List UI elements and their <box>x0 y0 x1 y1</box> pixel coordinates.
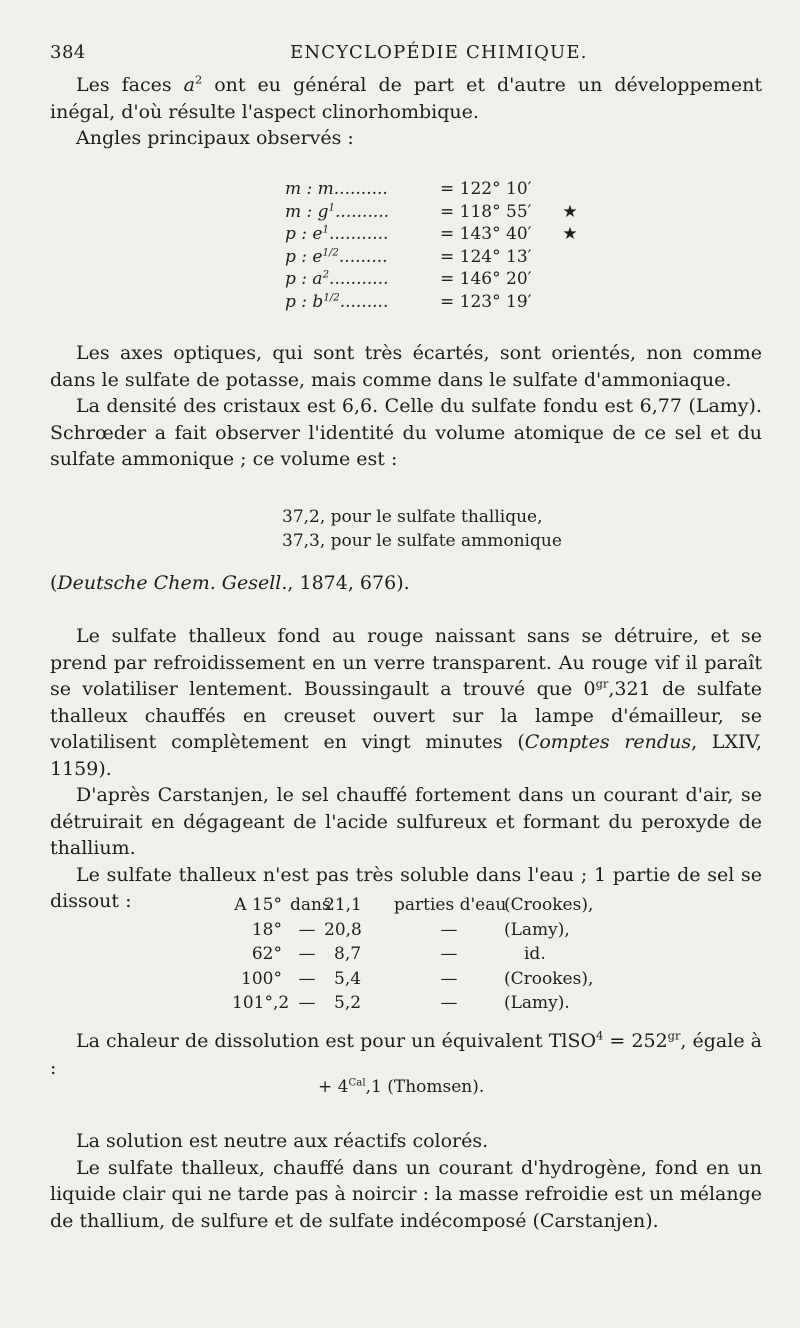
heat-formula: + $4^{Cal},1$ (Thomsen). <box>318 1077 485 1097</box>
fusion-paragraph: Le sulfate thalleux fond au rouge naissant sans se détruire, et se prend par refroidissement en un verre transparent. Au rouge vif il paraît se volatiliser lentement. Boussingault a trouvé que $0^{gr},321$ de sulfate thalleux chauffés en creuset ouvert sur la lampe d'émailleur, se volatilisent complètement en vingt minutes (Comptes rendus, LXIV, 1159). <box>50 625 762 780</box>
neutral-paragraph: La solution est neutre aux réactifs colorés. <box>76 1130 489 1152</box>
carstanjen-paragraph: D'après Carstanjen, le sel chauffé fortement dans un courant d'air, se détruirait en dégageant de l'acide sulfureux et formant du peroxyde de thallium. <box>50 784 762 859</box>
angles-title: Angles principaux observés : <box>76 127 354 149</box>
hydrogen-paragraph: Le sulfate thalleux, chauffé dans un courant d'hydrogène, fond en un liquide clair qui ne tarde pas à noircir : la masse refroidie est un mélange de thallium, de sulfure et de sulfate indécomposé (Carstanjen). <box>50 1156 762 1232</box>
heat-paragraph: La chaleur de dissolution est pour un équivalent TlSO$^4$ = $252^{gr}$, égale à : <box>50 1028 762 1079</box>
intro-paragraph: Les faces $a^2$ ont eu général de part et d'autre un développement inégal, d'où résulte l'aspect clinorhombique. Angles principaux observés : <box>50 72 762 152</box>
solubility-table <box>232 893 593 1016</box>
volume-line: 37,2, pour le sulfate thallique, <box>282 507 543 527</box>
angle-row: p : $e^1$........... = 143° 40′ ★ <box>285 223 580 246</box>
volume-line: 37,3, pour le sulfate ammonique <box>282 531 562 551</box>
angle-row: m : m.......... = 122° 10′ <box>285 179 532 199</box>
solubility-row: A 15° dans 21,1 parties d'eau (Crookes), <box>234 895 594 915</box>
closing-paragraphs <box>50 1128 762 1234</box>
angle-row: p : $e^{1/2}$......... = 124° 13′ <box>285 246 532 267</box>
page-header <box>50 38 770 68</box>
solubility-intro: Le sulfate thalleux n'est pas très soluble dans l'eau ; 1 partie de sel se dissout : <box>50 863 762 912</box>
angles-table <box>285 178 580 314</box>
fusion-paragraphs <box>50 623 762 915</box>
solubility-row: 101°,2 — 5,2 — (Lamy). <box>232 993 570 1013</box>
star-icon: ★ <box>562 201 578 222</box>
angle-row: p : $b^{1/2}$......... = 123° 19′ <box>285 291 532 312</box>
page-number: 384 <box>50 42 86 63</box>
volume-values <box>282 505 562 553</box>
star-icon: ★ <box>562 224 578 245</box>
running-title: ENCYCLOPÉDIE CHIMIQUE. <box>290 42 588 63</box>
optics-paragraphs <box>50 340 762 473</box>
solubility-row: 100° — 5,4 — (Crookes), <box>241 968 594 989</box>
solubility-row: 62° — 8,7 — id. <box>251 944 546 964</box>
angle-row: p : $a^2$........... = 146° 20′ <box>285 269 532 290</box>
density-paragraph: La densité des cristaux est 6,6. Celle du sulfate fondu est 6,77 (Lamy). Schrœder a fait observer l'identité du volume atomique de ce sel et du sulfate ammonique ; ce volume est : <box>50 395 762 470</box>
citation: (Deutsche Chem. Gesell., 1874, 676). <box>50 572 410 594</box>
solubility-row: 18° — 20,8 — (Lamy), <box>251 919 570 940</box>
angle-row: m : $g^1$.......... = 118° 55′ ★ <box>285 201 580 224</box>
optics-paragraph: Les axes optiques, qui sont très écartés, sont orientés, non comme dans le sulfate de potasse, mais comme dans le sulfate d'ammoniaque. <box>50 342 762 391</box>
